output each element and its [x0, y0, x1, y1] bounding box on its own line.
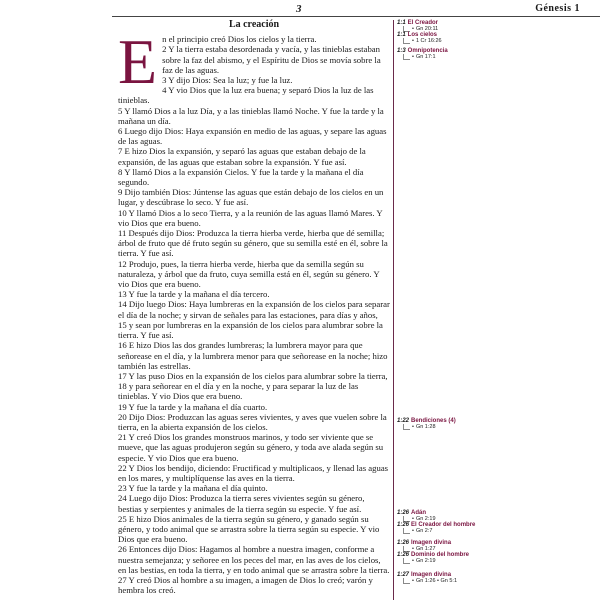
reference-verse: 1:1 — [397, 32, 406, 38]
main-text-column — [118, 20, 390, 595]
reference-link[interactable]: Gn 1:27 — [415, 546, 436, 552]
reference-verse: 1:26 — [397, 540, 410, 546]
bracket-icon — [403, 38, 410, 44]
bullet-icon: • — [412, 546, 414, 552]
verse: 15 y sean por lumbreras en la expansión de los cielos para alumbrar sobre la tierra. Y fue así. — [118, 319, 383, 341]
reference-verse: 1:3 — [397, 48, 406, 54]
verse: 22 Y Dios los bendijo, diciendo: Fructificad y multiplicaos, y llenad las aguas en los mares, y multiplíquense las aves en la tierra. — [118, 462, 389, 483]
verse: 12 Produjo, pues, la tierra hierba verde, hierba que da semilla según su naturaleza, y árbol que da fruto, cuya semilla está en él, según su género. Y vio Dios que era bueno. — [118, 258, 380, 290]
cross-reference — [397, 522, 597, 534]
reference-link-row — [403, 528, 597, 534]
reference-verse: 1:22 — [397, 418, 410, 424]
reference-topic[interactable]: Dominio del hombre — [411, 552, 470, 558]
verse: 9 Dijo también Dios: Júntense las aguas que están debajo de los cielos en un lugar, y descúbrase lo seco. Y fue así. — [118, 187, 384, 208]
verse: 10 Y llamó Dios a lo seco Tierra, y a la reunión de las aguas llamó Mares. Y vio Dios que era bueno. — [118, 207, 383, 228]
cross-reference — [397, 510, 597, 522]
bullet-icon: • — [412, 38, 414, 44]
reference-topic[interactable]: Bendiciones (4) — [411, 418, 456, 424]
verse: 19 Y fue la tarde y la mañana el día cuarto. — [118, 401, 268, 412]
reference-link-row — [403, 578, 597, 584]
cross-reference — [397, 572, 597, 584]
reference-topic[interactable]: Omnipotencia — [407, 48, 448, 54]
reference-link[interactable]: Gn 2:19 — [415, 558, 436, 564]
header-rule — [112, 16, 600, 17]
bracket-icon — [403, 558, 410, 564]
reference-link[interactable]: Gn 2:19 — [415, 516, 436, 522]
bullet-icon: • — [412, 578, 414, 584]
verse: 23 Y fue la tarde y la mañana el día quinto. — [118, 483, 268, 494]
bullet-icon: • — [412, 516, 414, 522]
verse: 14 Dijo luego Dios: Haya lumbreras en la expansión de los cielos para separar el día de la noche; y sirvan de señales para las estaciones, para días y años, — [118, 299, 390, 320]
bracket-icon — [403, 528, 410, 534]
cross-reference — [397, 418, 597, 430]
running-head: Génesis 1 — [535, 3, 580, 14]
verse: 2 Y la tierra estaba desordenada y vacía, y las tinieblas estaban sobre la faz del abismo, y el Espíritu de Dios se movía sobre la faz de las aguas. — [162, 44, 381, 75]
drop-cap: E — [118, 26, 158, 98]
bullet-icon: • — [412, 54, 414, 60]
cross-reference — [397, 48, 597, 60]
verse: n el principio creó Dios los cielos y la tierra. — [162, 34, 317, 45]
verse: 16 E hizo Dios las dos grandes lumbreras; la lumbrera mayor para que señorease en el día, y la lumbrera menor para que señorease en la noche; hizo también las estrellas. — [118, 340, 388, 371]
cross-reference — [397, 552, 597, 564]
reference-topic[interactable]: Los cielos — [407, 32, 438, 38]
bracket-icon — [403, 578, 410, 584]
reference-link[interactable]: Gn 1:28 — [415, 424, 436, 430]
reference-link-row — [403, 424, 597, 430]
reference-topic[interactable]: Imagen divina — [411, 572, 452, 578]
reference-verse: 1:26 — [397, 552, 410, 558]
reference-link-row — [403, 558, 597, 564]
bullet-icon: • — [412, 558, 414, 564]
bracket-icon — [403, 54, 410, 60]
reference-link-row — [403, 54, 597, 60]
verse: 21 Y creó Dios los grandes monstruos marinos, y todo ser viviente que se mueve, que las aguas produjeron según su género, y toda ave alada según su especie. Y vio Dios que era bueno. — [118, 432, 384, 463]
section-title: La creación — [228, 19, 280, 30]
reference-link[interactable]: Gn 20:11 — [415, 26, 439, 32]
reference-verse: 1:26 — [397, 510, 410, 516]
verse: 26 Entonces dijo Dios: Hagamos al hombre a nuestra imagen, conforme a nuestra semejanza; y señoree en los peces del mar, en las aves de los cielos, en las bestias, en toda la tierra, y en todo animal que se arrastra sobre la tierra. — [118, 544, 390, 575]
reference-topic[interactable]: El Creador — [407, 20, 439, 26]
reference-link-row — [403, 38, 597, 44]
verse: 18 y para señorear en el día y en la noche, y para separar la luz de las tinieblas. Y vio Dios que era bueno. — [118, 381, 359, 402]
verse-list — [118, 26, 390, 596]
column-divider — [393, 20, 394, 600]
reference-topic[interactable]: El Creador del hombre — [411, 522, 476, 528]
page-number: 3 — [296, 3, 302, 15]
bullet-icon: • — [412, 424, 414, 430]
cross-reference — [397, 20, 597, 32]
verse: 6 Luego dijo Dios: Haya expansión en medio de las aguas, y separe las aguas de las aguas. — [118, 126, 387, 147]
reference-link[interactable]: Gn 2:7 — [415, 528, 433, 534]
verse: 13 Y fue la tarde y la mañana el día tercero. — [118, 289, 270, 300]
verse: 7 E hizo Dios la expansión, y separó las aguas que estaban debajo de la expansión, de las aguas que estaban sobre la expansión. Y fue así. — [118, 146, 366, 167]
reference-link[interactable]: 1 Cr 16:26 — [415, 38, 442, 44]
verse: 8 Y llamó Dios a la expansión Cielos. Y fue la tarde y la mañana el día segundo. — [118, 166, 364, 188]
reference-verse: 1:26 — [397, 522, 410, 528]
bullet-icon: • — [412, 528, 414, 534]
reference-verse: 1:27 — [397, 572, 410, 578]
bracket-icon — [403, 424, 410, 430]
verse: 5 Y llamó Dios a la luz Día, y a las tinieblas llamó Noche. Y fue la tarde y la mañana un día. — [118, 105, 384, 126]
verse: 20 Dijo Dios: Produzcan las aguas seres vivientes, y aves que vuelen sobre la tierra, en la abierta expansión de los cielos. — [118, 411, 387, 432]
verse: 25 E hizo Dios animales de la tierra según su género, y ganado según su género, y todo animal que se arrastra sobre la tierra según su especie. Y vio Dios que era bueno. — [118, 513, 380, 545]
verse: 24 Luego dijo Dios: Produzca la tierra seres vivientes según su género, bestias y serpientes y animales de la tierra según su especie. Y fue así. — [118, 493, 365, 514]
cross-reference — [397, 32, 597, 44]
verse: 4 Y vio Dios que la luz era buena; y separó Dios la luz de las tinieblas. — [118, 85, 374, 106]
verse: 17 Y las puso Dios en la expansión de los cielos para alumbrar sobre la tierra, — [118, 370, 388, 381]
reference-topic[interactable]: Imagen divina — [411, 540, 452, 546]
reference-verse: 1:1 — [397, 20, 406, 26]
verse: 11 Después dijo Dios: Produzca la tierra hierba verde, hierba que dé semilla; árbol de fruto que dé fruto según su género, que su semilla esté en él, sobre la tierra. Y fue así. — [118, 228, 388, 259]
verse: 3 Y dijo Dios: Sea la luz; y fue la luz. — [162, 75, 293, 86]
reference-topic[interactable]: Adán — [411, 510, 427, 516]
verse: 27 Y creó Dios al hombre a su imagen, a imagen de Dios lo creó; varón y hembra los creó. — [118, 574, 373, 596]
cross-reference — [397, 540, 597, 552]
reference-link[interactable]: Gn 1:26 • Gn 5:1 — [415, 578, 457, 584]
bullet-icon: • — [412, 26, 414, 32]
reference-link[interactable]: Gn 17:1 — [415, 54, 436, 60]
